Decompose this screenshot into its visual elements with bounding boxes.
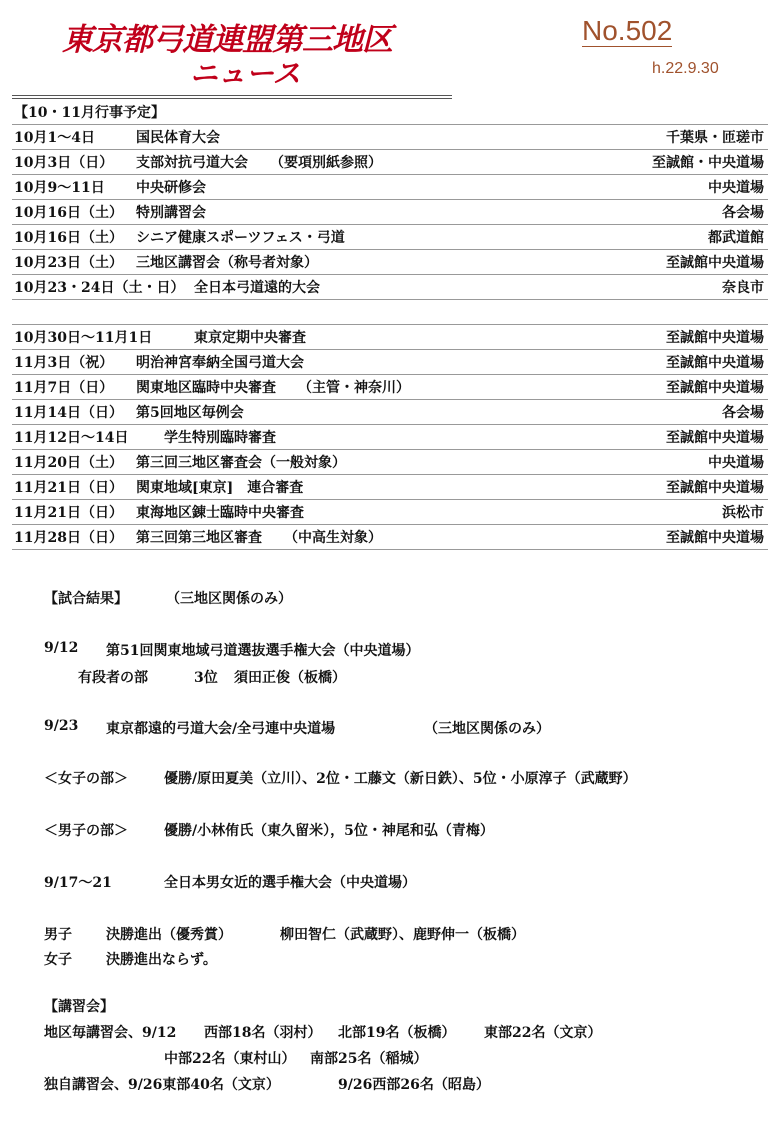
- event-name: 全日本弓道遠的大会: [194, 280, 320, 296]
- result1-name: 須田正俊（板橋）: [234, 670, 346, 686]
- event-note: （主管・神奈川）: [298, 380, 410, 396]
- women-division-label: ＜女子の部＞: [44, 771, 128, 787]
- event-name: 支部対抗弓道大会: [136, 155, 248, 171]
- event-date: 10月1～4日: [14, 130, 95, 146]
- event-date: 11月28日（日）: [14, 530, 123, 546]
- schedule-row: [12, 225, 768, 250]
- result2-note: （三地区関係のみ）: [424, 721, 550, 737]
- event-date: 11月21日（日）: [14, 480, 123, 496]
- event-date: 11月20日（土）: [14, 455, 123, 471]
- schedule-row: [12, 200, 768, 225]
- event-note: （中高生対象）: [284, 530, 382, 546]
- event-venue: 浜松市: [722, 505, 764, 521]
- event-date: 10月16日（土）: [14, 230, 123, 246]
- schedule-row: [12, 375, 768, 400]
- event-venue: 至誠館中央道場: [666, 530, 764, 546]
- schedule-table-october: [12, 124, 768, 300]
- seminar-line3-b: 9/26西部26名（昭島）: [338, 1077, 490, 1093]
- event-date: 11月12日～14日: [14, 430, 129, 446]
- result1-rank: 3位: [194, 670, 218, 686]
- seminar-line1-a: 地区毎講習会、9/12: [44, 1025, 177, 1041]
- result3-men-label: 男子: [44, 927, 72, 943]
- women-division-results: 優勝/原田夏美（立川）、2位・工藤文（新日鉄）、5位・小原淳子（武蔵野）: [164, 771, 637, 787]
- seminar-line1-b: 西部18名（羽村）: [204, 1025, 322, 1041]
- schedule-row: [12, 425, 768, 450]
- schedule-table-november: [12, 324, 768, 550]
- event-date: 11月14日（日）: [14, 405, 123, 421]
- seminar-line1-c: 北部19名（板橋）: [338, 1025, 456, 1041]
- event-venue: 中央道場: [708, 180, 764, 196]
- event-venue: 至誠館・中央道場: [652, 155, 764, 171]
- event-date: 11月7日（日）: [14, 380, 114, 396]
- event-venue: 至誠館中央道場: [666, 355, 764, 371]
- event-date: 11月21日（日）: [14, 505, 123, 521]
- result3-title: 全日本男女近的選手権大会（中央道場）: [164, 875, 416, 891]
- result1-date: 9/12: [44, 640, 79, 656]
- newsletter-title: 東京都弓道連盟第三地区: [62, 22, 392, 58]
- event-name: 学生特別臨時審査: [164, 430, 276, 446]
- result1-division: 有段者の部: [78, 670, 148, 686]
- men-division-results: 優勝/小林侑氏（東久留米），5位・神尾和弘（青梅）: [164, 823, 494, 839]
- event-name: 関東地域[東京] 連合審査: [136, 480, 304, 496]
- result3-men-names: 柳田智仁（武蔵野）、鹿野伸一（板橋）: [280, 927, 525, 943]
- schedule-row: [12, 475, 768, 500]
- issue-number: No.502: [582, 15, 673, 46]
- results-heading: 【試合結果】: [44, 591, 128, 607]
- result2-title: 東京都遠的弓道大会/全弓連中央道場: [106, 721, 336, 737]
- event-date: 10月16日（土）: [14, 205, 123, 221]
- event-name: 第5回地区毎例会: [136, 405, 244, 421]
- schedule-row: [12, 325, 768, 350]
- event-name: 中央研修会: [136, 180, 206, 196]
- event-name: 第三回三地区審査会（一般対象）: [136, 455, 346, 471]
- schedule-row: [12, 350, 768, 375]
- event-venue: 奈良市: [722, 280, 764, 296]
- event-name: 特別講習会: [136, 205, 206, 221]
- schedule-row: [12, 275, 768, 300]
- event-name: 国民体育大会: [136, 130, 220, 146]
- event-date: 10月9～11日: [14, 180, 105, 196]
- event-date: 11月3日（祝）: [14, 355, 114, 371]
- event-venue: 至誠館中央道場: [666, 255, 764, 271]
- seminar-line2-a: 中部22名（東村山）: [164, 1051, 296, 1067]
- event-name: 三地区講習会（称号者対象）: [136, 255, 318, 271]
- schedule-row: [12, 500, 768, 525]
- event-venue: 至誠館中央道場: [666, 480, 764, 496]
- schedule-heading: 【10・11月行事予定】: [14, 105, 165, 121]
- seminar-line3-a: 独自講習会、9/26東部40名（文京）: [44, 1077, 280, 1093]
- result3-women-result: 決勝進出ならず。: [106, 952, 217, 968]
- event-venue: 至誠館中央道場: [666, 380, 764, 396]
- men-division-label: ＜男子の部＞: [44, 823, 128, 839]
- event-venue: 至誠館中央道場: [666, 430, 764, 446]
- event-date: 10月23日（土）: [14, 255, 123, 271]
- result3-date: 9/17～21: [44, 875, 112, 891]
- event-date: 10月23・24日（土・日）: [14, 280, 185, 296]
- schedule-row: [12, 250, 768, 275]
- result1-title: 第51回関東地域弓道選抜選手権大会（中央道場）: [106, 643, 420, 659]
- event-date: 10月3日（日）: [14, 155, 114, 171]
- event-name: 関東地区臨時中央審査: [136, 380, 276, 396]
- event-name: 東京定期中央審査: [194, 330, 306, 346]
- schedule-row: [12, 150, 768, 175]
- event-note: （要項別紙参照）: [270, 155, 382, 171]
- result3-women-label: 女子: [44, 952, 72, 968]
- event-venue: 千葉県・匝瑳市: [666, 130, 764, 146]
- event-name: 明治神宮奉納全国弓道大会: [136, 355, 304, 371]
- newsletter-subtitle: ニュース: [190, 57, 301, 90]
- schedule-row: [12, 125, 768, 150]
- event-date: 10月30日～11月1日: [14, 330, 153, 346]
- schedule-row: [12, 525, 768, 550]
- results-heading-note: （三地区関係のみ）: [166, 591, 292, 607]
- schedule-row: [12, 175, 768, 200]
- event-name: シニア健康スポーツフェス・弓道: [136, 230, 345, 246]
- result3-men-result: 決勝進出（優秀賞）: [106, 927, 232, 943]
- schedule-row: [12, 400, 768, 425]
- seminar-line2-b: 南部25名（稲城）: [310, 1051, 428, 1067]
- event-name: 第三回第三地区審査: [136, 530, 262, 546]
- seminar-line1-d: 東部22名（文京）: [484, 1025, 602, 1041]
- seminar-heading: 【講習会】: [44, 999, 114, 1015]
- issue-date: h.22.9.30: [652, 60, 719, 77]
- result2-date: 9/23: [44, 718, 79, 734]
- schedule-row: [12, 450, 768, 475]
- event-venue: 都武道館: [708, 230, 764, 246]
- header-divider: [12, 95, 452, 99]
- event-venue: 中央道場: [708, 455, 764, 471]
- event-name: 東海地区錬士臨時中央審査: [136, 505, 304, 521]
- event-venue: 各会場: [722, 405, 764, 421]
- event-venue: 各会場: [722, 205, 764, 221]
- event-venue: 至誠館中央道場: [666, 330, 764, 346]
